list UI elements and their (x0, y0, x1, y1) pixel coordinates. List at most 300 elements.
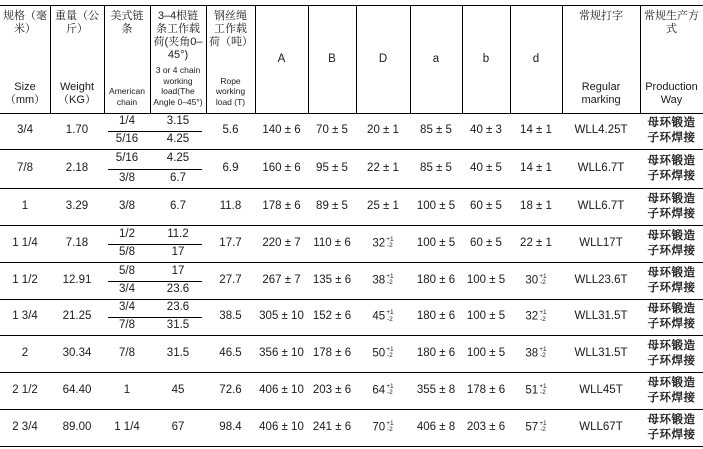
tolerance-upper: +1 (386, 419, 394, 427)
cell-size (0, 113, 50, 149)
cell-production (640, 113, 703, 149)
cell-d (510, 372, 562, 409)
cell-production (640, 335, 703, 372)
a-value: 178 ± 6 (262, 199, 301, 212)
size-value: 7/8 (17, 161, 33, 174)
header-label-cn: 规格（毫米） (3, 10, 47, 35)
cell-a (255, 262, 308, 299)
header-label: d (532, 52, 540, 65)
size-value: 2 (21, 346, 29, 359)
header-load (150, 6, 206, 113)
load-value-1: 17 (171, 264, 185, 277)
cell-b (308, 113, 356, 149)
b-value: 178 ± 6 (312, 346, 352, 359)
cell-size (0, 262, 50, 299)
cell-rope (206, 149, 255, 188)
d-value (525, 274, 546, 288)
chain-value: 3/8 (119, 199, 135, 212)
b-value: 100 ± 5 (466, 310, 506, 323)
d-value-tolerance (386, 274, 393, 287)
header-label: D (378, 52, 388, 65)
tolerance-upper: +1 (539, 382, 547, 390)
cell-b (462, 188, 510, 225)
cell-a (255, 225, 308, 262)
tolerance-upper: +1 (386, 345, 394, 353)
cell-d (510, 409, 562, 446)
cell-a (410, 299, 462, 335)
weight-value: 3.29 (65, 199, 89, 212)
header-rope (206, 6, 255, 113)
weight-value: 12.91 (62, 273, 92, 286)
header-size (0, 6, 50, 113)
cell-a (255, 113, 308, 149)
cell-d (356, 409, 410, 446)
d-value-main: 64 (372, 384, 386, 397)
chain-load-split (108, 244, 202, 245)
d-value-main: 22 ± 1 (367, 161, 399, 174)
cell-a (410, 149, 462, 188)
d-value (525, 421, 546, 435)
chain-value-1: 1/2 (119, 227, 135, 240)
rope-value: 98.4 (219, 420, 242, 433)
chain-value-2: 3/4 (119, 283, 135, 296)
header-label: a (432, 52, 440, 65)
cell-marking (562, 372, 640, 409)
header-label-cn: 钢丝绳工作载荷（吨） (209, 10, 253, 48)
marking-value: WLL23.6T (574, 273, 628, 286)
a-value: 406 ± 8 (416, 420, 456, 433)
d-value-main: 14 ± 1 (520, 161, 552, 174)
cell-weight (50, 299, 104, 335)
d-value-main: 25 ± 1 (367, 199, 399, 212)
header-label: B (328, 52, 336, 65)
cell-production (640, 409, 703, 446)
weight-value: 64.40 (62, 383, 92, 396)
load-value-2: 31.5 (166, 319, 190, 332)
d-value-main: 50 (372, 347, 386, 360)
cell-size (0, 335, 50, 372)
rope-value: 46.5 (219, 346, 242, 359)
cell-b (308, 225, 356, 262)
cell-weight (50, 335, 104, 372)
cell-a (410, 262, 462, 299)
cell-a (410, 225, 462, 262)
cell-rope (206, 409, 255, 446)
b-value: 178 ± 6 (466, 383, 506, 396)
cell-d (356, 225, 410, 262)
cell-a (255, 299, 308, 335)
d-value (520, 124, 552, 137)
cell-size (0, 299, 50, 335)
d-value (525, 310, 546, 324)
tolerance-upper: +1 (539, 419, 547, 427)
cell-rope (206, 299, 255, 335)
tolerance-upper: +1 (386, 272, 394, 280)
d-value-main: 51 (525, 384, 539, 397)
load-value-2: 6.7 (170, 171, 186, 184)
b-value: 95 ± 5 (316, 161, 348, 174)
row-rule (0, 446, 703, 447)
production-value: 母环锻造子环焊接 (647, 413, 696, 441)
cell-d (510, 113, 562, 149)
production-value: 母环锻造子环焊接 (647, 376, 696, 404)
chain-value-1: 5/16 (115, 152, 139, 165)
cell-weight (50, 188, 104, 225)
cell-size (0, 409, 50, 446)
cell-load (150, 188, 206, 225)
d-value-tolerance (539, 274, 546, 287)
cell-a (410, 409, 462, 446)
cell-b (308, 188, 356, 225)
cell-production (640, 299, 703, 335)
cell-b (308, 149, 356, 188)
cell-marking (562, 188, 640, 225)
cell-a (255, 372, 308, 409)
cell-b (308, 262, 356, 299)
cell-rope (206, 225, 255, 262)
header-label-en: Size（mm） (4, 81, 46, 106)
b-value: 40 ± 3 (470, 124, 502, 137)
d-value-tolerance (539, 310, 546, 323)
a-value: 180 ± 6 (416, 273, 456, 286)
load-value-1: 23.6 (166, 301, 190, 314)
header-marking (562, 6, 640, 113)
b-value: 100 ± 5 (466, 273, 506, 286)
cell-a (255, 188, 308, 225)
cell-a (410, 113, 462, 149)
d-value-tolerance (539, 421, 546, 434)
b-value: 203 ± 6 (466, 420, 506, 433)
tolerance-lower: -2 (540, 315, 546, 323)
a-value: 356 ± 10 (259, 346, 304, 359)
cell-b (308, 409, 356, 446)
header-label-cn: 3–4根链条工作载荷(夹角0–45°) (153, 10, 203, 61)
rope-value: 6.9 (222, 161, 239, 174)
tolerance-lower: -2 (540, 352, 546, 360)
b-value: 40 ± 5 (470, 161, 502, 174)
cell-size (0, 225, 50, 262)
cell-b (462, 372, 510, 409)
tolerance-upper: +1 (539, 345, 547, 353)
weight-value: 30.34 (62, 346, 92, 359)
production-value: 母环锻造子环焊接 (647, 192, 696, 220)
chain-value: 7/8 (119, 346, 135, 359)
d-value (372, 384, 393, 398)
a-value: 100 ± 5 (416, 199, 456, 212)
header-label-en: Production Way (645, 81, 698, 106)
rope-value: 5.6 (222, 124, 239, 137)
tolerance-upper: +1 (386, 382, 394, 390)
cell-production (640, 372, 703, 409)
cell-d (510, 149, 562, 188)
cell-marking (562, 113, 640, 149)
chain-value-1: 3/4 (119, 301, 135, 314)
tolerance-lower: -2 (387, 279, 393, 287)
d-value-tolerance (386, 310, 393, 323)
cell-d (356, 113, 410, 149)
production-value: 母环锻造子环焊接 (647, 303, 696, 330)
weight-value: 89.00 (62, 420, 92, 433)
marking-value: WLL31.5T (574, 310, 628, 323)
a-value: 220 ± 7 (262, 236, 301, 249)
d-value (372, 237, 393, 251)
a-value: 305 ± 10 (259, 310, 304, 323)
chain-load-split (108, 317, 202, 318)
cell-rope (206, 335, 255, 372)
cell-a (255, 335, 308, 372)
header-label: b (482, 52, 490, 65)
weight-value: 7.18 (65, 236, 89, 249)
weight-value: 1.70 (65, 124, 89, 137)
chain-value: 1 1/4 (114, 420, 140, 433)
d-value (367, 162, 399, 175)
cell-rope (206, 372, 255, 409)
d-value-tolerance (386, 384, 393, 397)
chain-value-2: 3/8 (119, 171, 135, 184)
cell-weight (50, 149, 104, 188)
marking-value: WLL45T (579, 383, 623, 396)
d-value-tolerance (539, 384, 546, 397)
load-value: 31.5 (166, 346, 190, 359)
cell-d (510, 225, 562, 262)
cell-a (255, 149, 308, 188)
header-label-en: Regular marking (581, 81, 621, 106)
cell-chain (104, 335, 150, 372)
cell-b (462, 299, 510, 335)
cell-size (0, 149, 50, 188)
a-value: 267 ± 7 (262, 273, 301, 286)
cell-weight (50, 262, 104, 299)
d-value (520, 237, 552, 250)
load-value-2: 17 (171, 246, 185, 259)
size-value: 1 1/4 (12, 236, 38, 249)
a-value: 160 ± 6 (262, 161, 301, 174)
header-b (308, 6, 356, 113)
weight-value: 21.25 (62, 310, 92, 323)
b-value: 70 ± 5 (316, 124, 348, 137)
a-value: 180 ± 6 (416, 346, 456, 359)
d-value-main: 20 ± 1 (367, 124, 399, 137)
chain-value: 1 (123, 383, 131, 396)
cell-a (410, 372, 462, 409)
b-value: 100 ± 5 (466, 346, 506, 359)
a-value: 85 ± 5 (420, 124, 452, 137)
header-label-en: American chain (109, 86, 145, 107)
cell-b (462, 149, 510, 188)
d-value (372, 310, 393, 324)
cell-chain (104, 188, 150, 225)
d-value (372, 274, 393, 288)
header-production (640, 6, 703, 113)
tolerance-lower: -2 (387, 389, 393, 397)
tolerance-upper: +1 (386, 235, 394, 243)
cell-b (462, 409, 510, 446)
cell-load (150, 409, 206, 446)
size-value: 1 1/2 (12, 273, 38, 286)
cell-marking (562, 225, 640, 262)
cell-a (410, 335, 462, 372)
cell-load (150, 335, 206, 372)
b-value: 152 ± 6 (312, 310, 352, 323)
cell-production (640, 262, 703, 299)
load-value-1: 4.25 (166, 152, 190, 165)
a-value: 355 ± 8 (416, 383, 456, 396)
header-label-cn: 美式链条 (110, 10, 144, 35)
chain-value-2: 7/8 (119, 319, 135, 332)
cell-marking (562, 149, 640, 188)
cell-a (255, 409, 308, 446)
d-value-main: 32 (525, 310, 539, 323)
tolerance-lower: -2 (540, 279, 546, 287)
cell-a (410, 188, 462, 225)
tolerance-upper: +1 (539, 309, 547, 317)
cell-marking (562, 335, 640, 372)
production-value: 母环锻造子环焊接 (647, 339, 696, 367)
a-value: 140 ± 6 (262, 124, 301, 137)
a-value: 85 ± 5 (420, 161, 452, 174)
rope-value: 72.6 (219, 383, 242, 396)
b-value: 110 ± 6 (313, 236, 351, 249)
d-value (367, 124, 399, 137)
d-value-main: 30 (525, 274, 539, 287)
a-value: 100 ± 5 (416, 236, 456, 249)
a-value: 406 ± 10 (259, 383, 304, 396)
production-value: 母环锻造子环焊接 (647, 154, 696, 182)
header-label-cn: 常规生产方式 (644, 10, 699, 35)
d-value-main: 57 (525, 421, 539, 434)
d-value (372, 421, 393, 435)
tolerance-upper: +1 (539, 272, 547, 280)
d-value (520, 200, 552, 213)
cell-size (0, 188, 50, 225)
rope-value: 27.7 (219, 273, 242, 286)
cell-b (462, 113, 510, 149)
cell-d (356, 372, 410, 409)
load-value: 67 (171, 420, 185, 433)
a-value: 180 ± 6 (416, 310, 456, 323)
cell-b (462, 225, 510, 262)
cell-d (356, 335, 410, 372)
cell-marking (562, 409, 640, 446)
header-label: A (277, 52, 286, 65)
marking-value: WLL67T (579, 420, 623, 433)
cell-d (510, 188, 562, 225)
header-label-cn: 重量（公斤） (55, 10, 99, 35)
size-value: 2 3/4 (12, 420, 38, 433)
cell-chain (104, 409, 150, 446)
d-value (520, 162, 552, 175)
cell-weight (50, 409, 104, 446)
b-value: 60 ± 5 (470, 236, 502, 249)
header-label-cn: 常规打字 (579, 10, 623, 22)
cell-b (462, 335, 510, 372)
tolerance-upper: +1 (386, 309, 394, 317)
b-value: 60 ± 5 (470, 199, 502, 212)
header-label-en: Weight（KG） (58, 81, 96, 106)
d-value-main: 32 (372, 237, 386, 250)
weight-value: 2.18 (65, 161, 89, 174)
d-value-tolerance (386, 421, 393, 434)
cell-weight (50, 372, 104, 409)
size-value: 1 (21, 199, 29, 212)
cell-production (640, 188, 703, 225)
tolerance-lower: -2 (540, 389, 546, 397)
cell-rope (206, 188, 255, 225)
cell-b (308, 299, 356, 335)
cell-production (640, 225, 703, 262)
header-label-en: 3 or 4 chain working load(The Angle 0–45°) (153, 65, 203, 107)
cell-size (0, 372, 50, 409)
chain-value-2: 5/16 (115, 133, 139, 146)
chain-value-1: 1/4 (119, 115, 135, 128)
b-value: 89 ± 5 (316, 199, 348, 212)
cell-b (462, 262, 510, 299)
header-a (255, 6, 308, 113)
marking-value: WLL17T (579, 236, 623, 249)
marking-value: WLL31.5T (574, 346, 628, 359)
size-value: 3/4 (17, 124, 33, 137)
cell-d (510, 299, 562, 335)
d-value-main: 38 (372, 274, 386, 287)
production-value: 母环锻造子环焊接 (647, 266, 696, 294)
production-value: 母环锻造子环焊接 (647, 229, 696, 257)
load-value: 45 (171, 383, 185, 396)
size-value: 2 1/2 (12, 383, 38, 396)
load-value: 6.7 (170, 199, 186, 212)
cell-rope (206, 262, 255, 299)
tolerance-lower: -2 (387, 315, 393, 323)
cell-marking (562, 299, 640, 335)
marking-value: WLL6.7T (577, 199, 625, 212)
cell-d (356, 188, 410, 225)
rope-value: 11.8 (219, 199, 242, 212)
b-value: 135 ± 6 (312, 273, 352, 286)
tolerance-lower: -2 (540, 426, 546, 434)
d-value (525, 384, 546, 398)
d-value (372, 347, 393, 361)
rope-value: 38.5 (219, 310, 242, 323)
load-value-2: 4.25 (166, 133, 190, 146)
cell-d (510, 335, 562, 372)
d-value-main: 14 ± 1 (520, 124, 552, 137)
d-value-main: 45 (372, 310, 386, 323)
d-value-tolerance (539, 347, 546, 360)
header-chain (104, 6, 150, 113)
chain-load-split (108, 131, 202, 132)
d-value-main: 38 (525, 347, 539, 360)
marking-value: WLL4.25T (574, 124, 628, 137)
cell-b (308, 335, 356, 372)
b-value: 241 ± 6 (312, 420, 352, 433)
header-d (356, 6, 410, 113)
cell-production (640, 149, 703, 188)
b-value: 203 ± 6 (312, 383, 352, 396)
load-value-1: 11.2 (167, 227, 189, 240)
cell-d (356, 149, 410, 188)
tolerance-lower: -2 (387, 426, 393, 434)
cell-load (150, 372, 206, 409)
header-d (510, 6, 562, 113)
cell-d (356, 262, 410, 299)
load-value-2: 23.6 (166, 283, 190, 296)
header-label-en: Rope working load (T) (215, 75, 246, 107)
tolerance-lower: -2 (387, 352, 393, 360)
size-value: 1 3/4 (12, 310, 38, 323)
cell-d (510, 262, 562, 299)
cell-marking (562, 262, 640, 299)
d-value-tolerance (386, 237, 393, 250)
a-value: 406 ± 10 (259, 420, 304, 433)
